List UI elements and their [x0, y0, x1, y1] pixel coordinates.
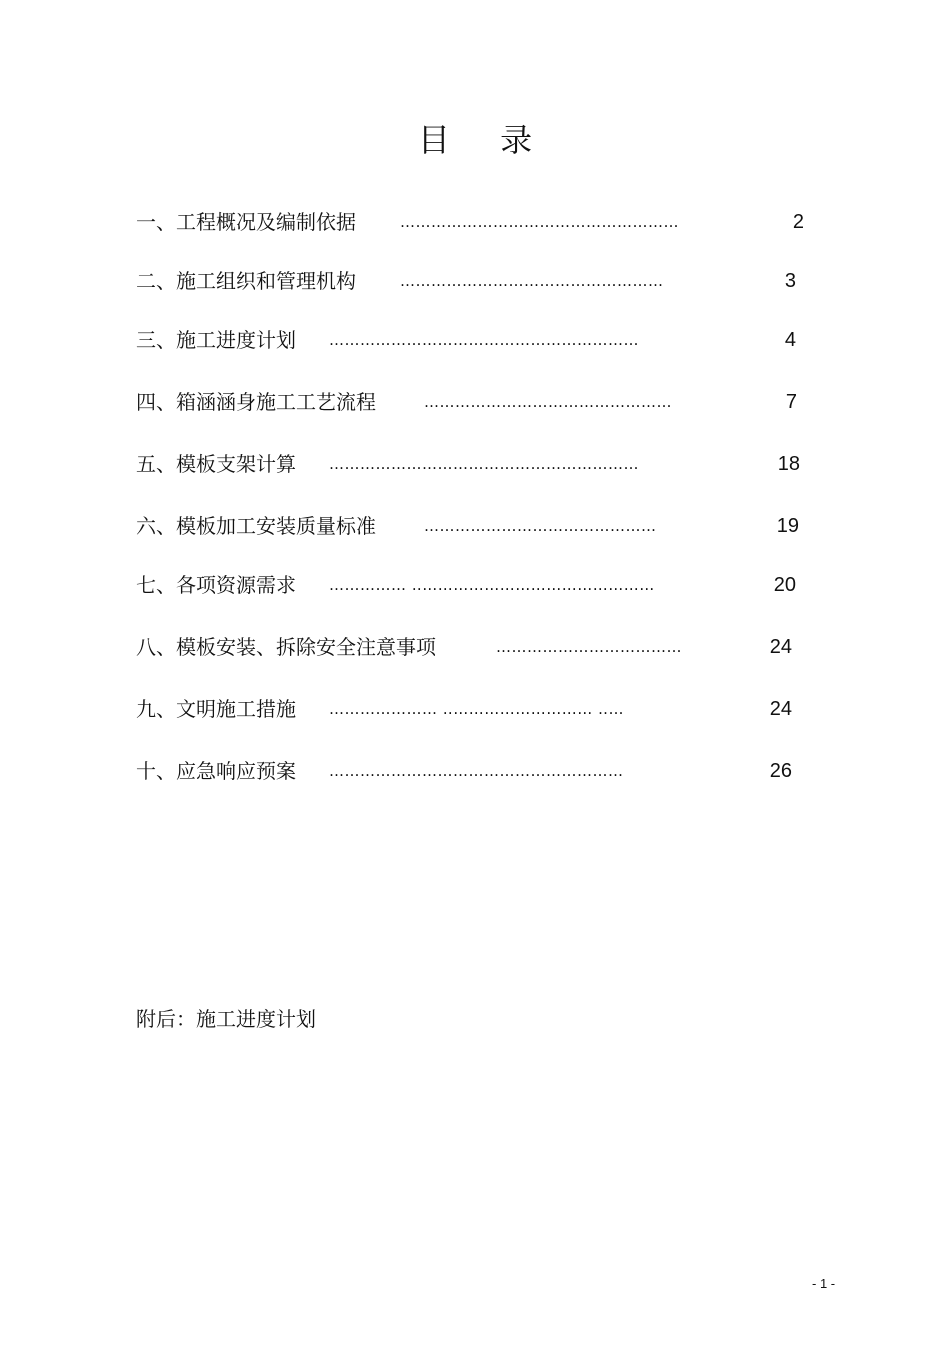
toc-page-number: 26 — [769, 760, 792, 782]
toc-label: 六、模板加工安装质量标准 — [136, 514, 376, 538]
toc-leader-dots: ……………………………………… — [424, 517, 657, 535]
toc-page-number: 2 — [792, 211, 804, 233]
toc-page-number: 18 — [777, 453, 800, 475]
toc-page-number: 24 — [769, 636, 792, 658]
toc-entry-10[interactable] — [136, 756, 792, 786]
toc-entry-6[interactable] — [136, 511, 799, 541]
toc-leader-dots: …………………………………………… — [400, 272, 664, 290]
toc-entry-5[interactable] — [136, 449, 800, 479]
toc-label: 十、应急响应预案 — [136, 759, 296, 783]
appendix-note: 附后：施工进度计划 — [136, 1007, 316, 1031]
toc-label: 八、模板安装、拆除安全注意事项 — [136, 635, 436, 659]
toc-label: 九、文明施工措施 — [136, 697, 296, 721]
toc-entry-1[interactable] — [136, 207, 804, 237]
toc-leader-dots: ………………………………………………… — [329, 762, 624, 780]
page-title: 目 录 — [417, 121, 553, 159]
toc-leader-dots: ………………… ‥……………………… ‥… — [329, 700, 625, 718]
toc-page-number: 4 — [784, 329, 796, 351]
toc-leader-dots: …………………………………………………… — [329, 331, 639, 349]
toc-entry-8[interactable] — [136, 632, 792, 662]
toc-entry-9[interactable] — [136, 694, 792, 724]
toc-label: 三、施工进度计划 — [136, 328, 296, 352]
toc-page-number: 24 — [769, 698, 792, 720]
footer-page-number: - 1 - — [812, 1276, 836, 1291]
toc-page-number: 20 — [773, 574, 796, 596]
toc-entry-2[interactable] — [136, 266, 796, 296]
toc-page-number: 3 — [784, 270, 796, 292]
toc-leader-dots: …………………………………………………… — [329, 455, 639, 473]
toc-label: 一、工程概况及编制依据 — [136, 210, 356, 234]
toc-label: 七、各项资源需求 — [136, 573, 296, 597]
toc-label: 五、模板支架计算 — [136, 452, 296, 476]
toc-entry-4[interactable] — [136, 387, 797, 417]
toc-leader-dots: ……………………………… — [496, 638, 682, 656]
toc-leader-dots: ………………………………………… — [424, 393, 672, 411]
toc-entry-3[interactable] — [136, 325, 796, 355]
toc-leader-dots: …………… ‥……………………………………… — [329, 576, 655, 594]
toc-leader-dots: ……………………………………………… — [400, 213, 679, 231]
toc-label: 四、箱涵涵身施工工艺流程 — [136, 390, 376, 414]
toc-page-number: 7 — [785, 391, 797, 413]
toc-entry-7[interactable] — [136, 570, 796, 600]
toc-page-number: 19 — [776, 515, 799, 537]
toc-label: 二、施工组织和管理机构 — [136, 269, 356, 293]
